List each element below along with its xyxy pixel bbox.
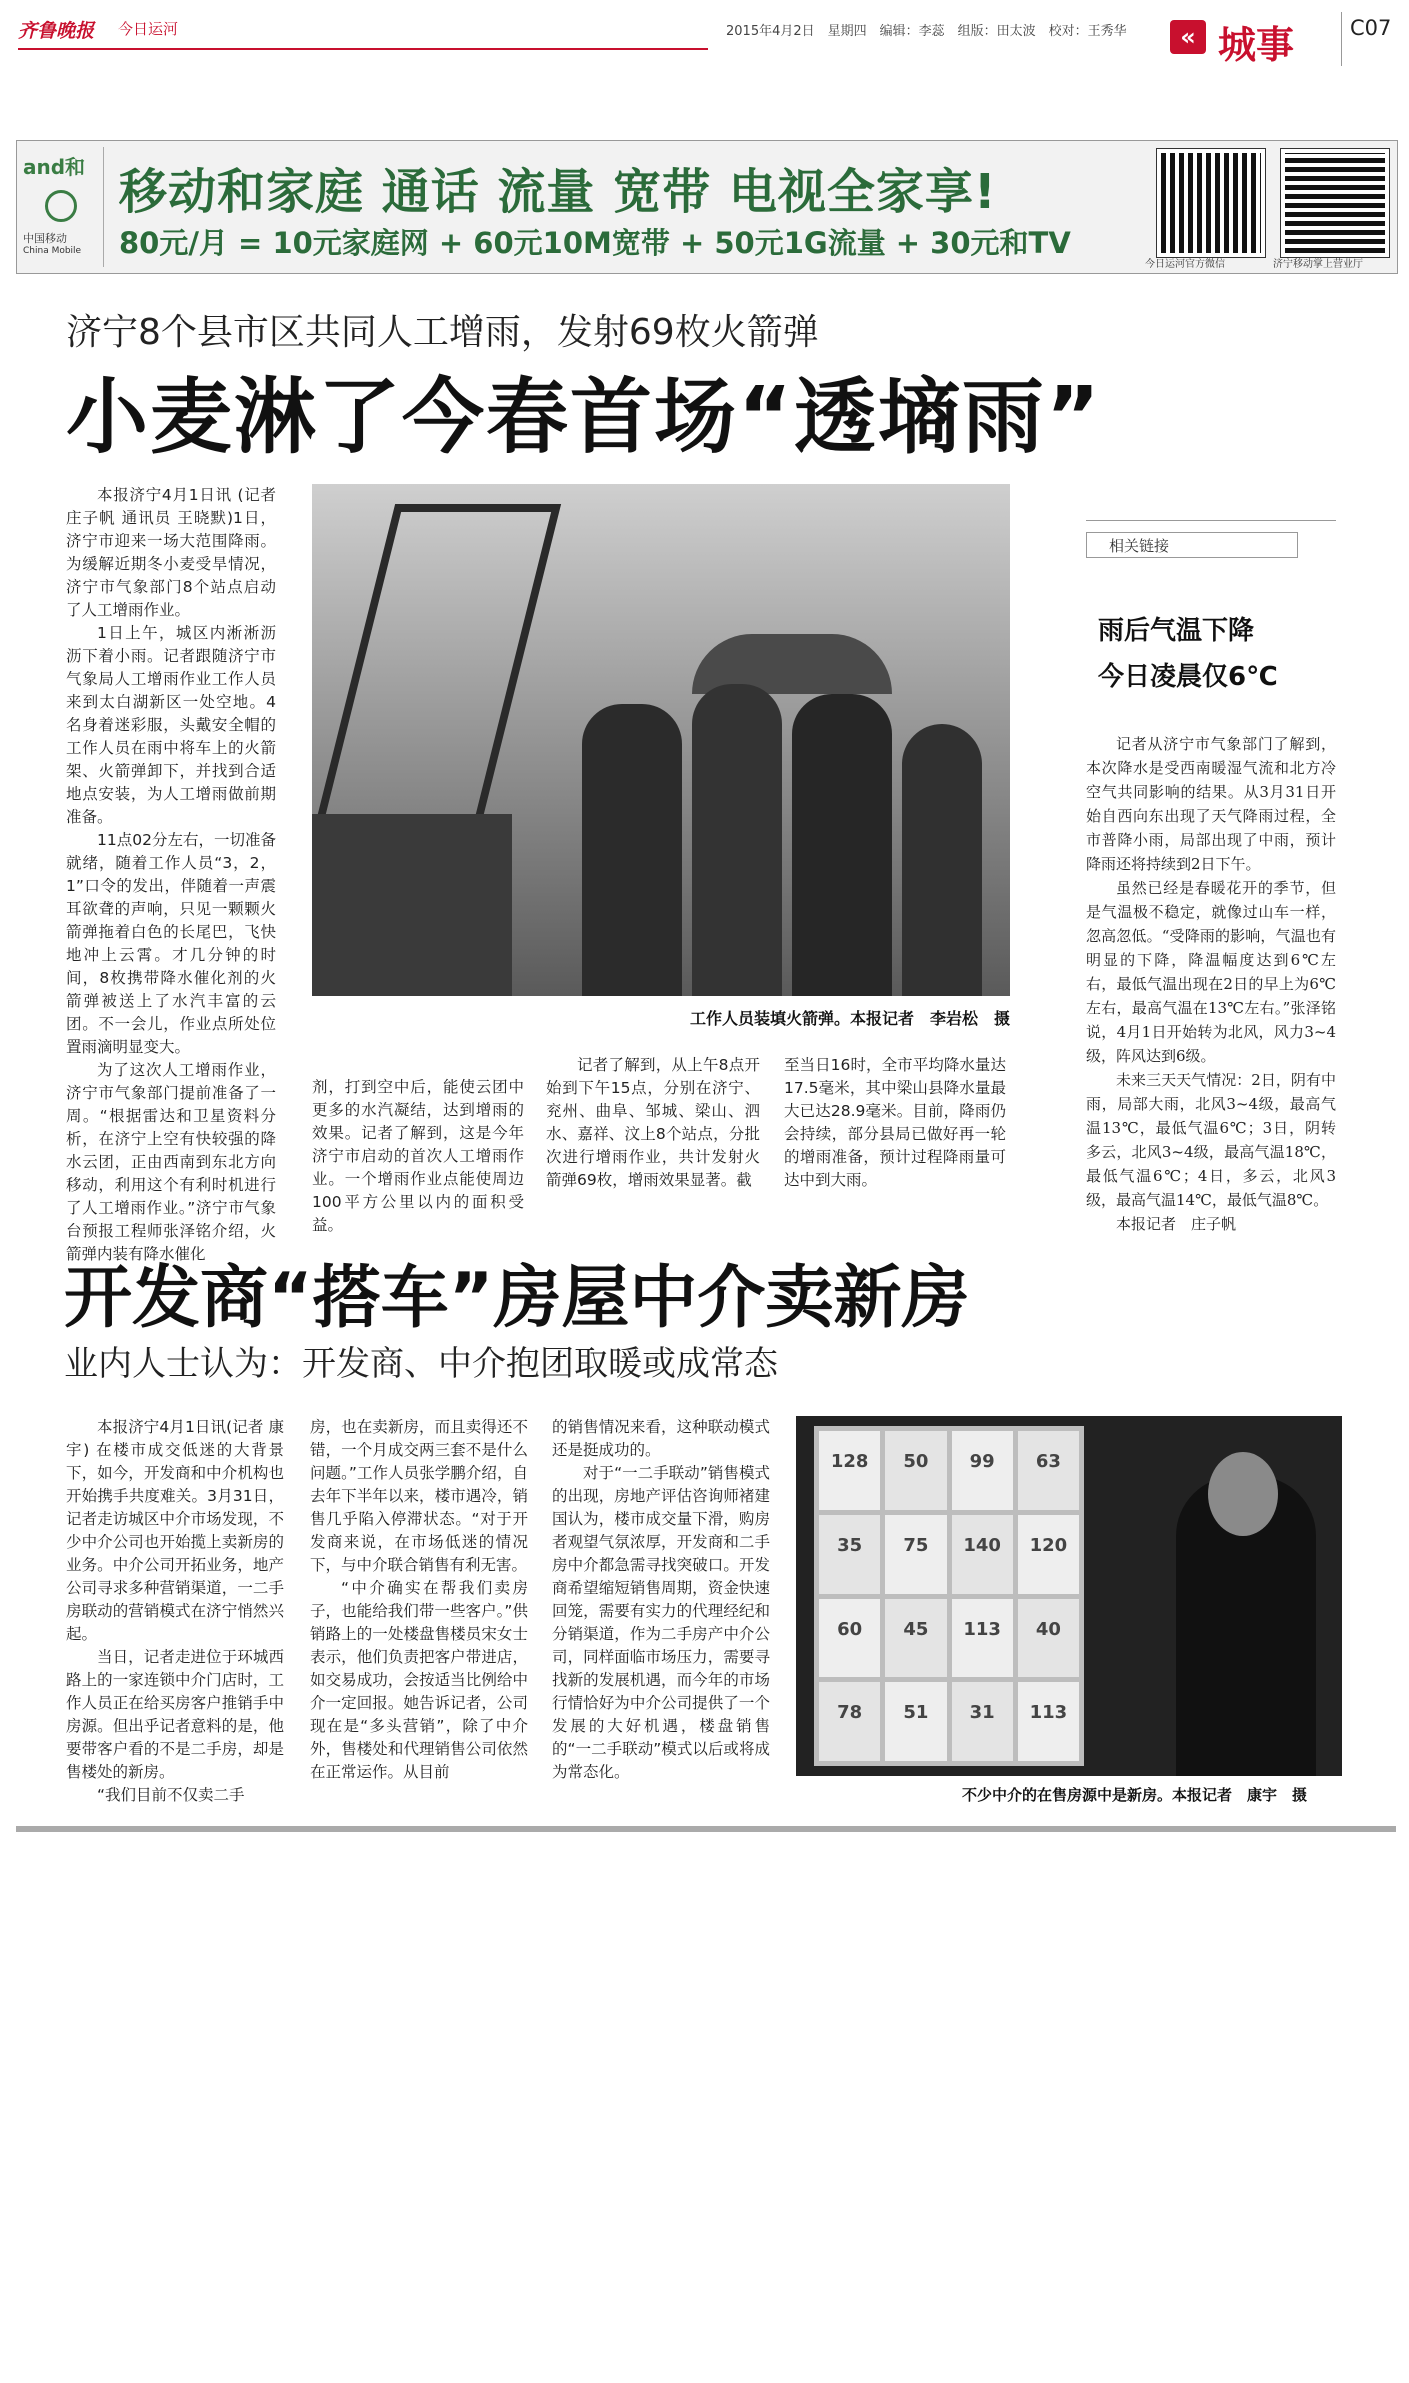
listing-card: 51 xyxy=(885,1682,946,1761)
man-face xyxy=(1208,1452,1278,1536)
masthead-divider xyxy=(1341,12,1342,66)
article1-paragraph: 11点02分左右，一切准备就绪，随着工作人员“3，2，1”口令的发出，伴随着一声震耳欲聋的声响，只见一颗颗火箭弹拖着白色的长尾巴，飞快地冲上云霄。才几分钟的时间，8枚携带降水催化剂的火箭弹被送上了水汽丰富的云团。不一会儿，作业点所处位置雨滴明显变大。 xyxy=(66,831,276,1056)
launcher-rack xyxy=(312,504,561,850)
article1-paragraph: 记者了解到，从上午8点开始到下午15点，分别在济宁、兖州、曲阜、邹城、梁山、泗水、嘉祥、汶上8个站点，分批次进行增雨作业，共计发射火箭弹69枚，增雨效果显著。截 xyxy=(546,1056,760,1189)
worker-figure xyxy=(792,694,892,996)
and-logo: and和 xyxy=(23,155,86,179)
masthead-rule xyxy=(18,48,708,50)
article2-paragraph: 当日，记者走进位于环城西路上的一家连锁中介门店时，工作人员正在给买房客户推销手中房源。但出乎记者意料的是，他要带客户看的不是二手房，却是售楼处的新房。 xyxy=(66,1648,284,1781)
paper-logo: 齐鲁晚报 xyxy=(18,20,95,42)
sidebar-body xyxy=(1086,732,1336,1236)
article2-subtitle: 业内人士认为：开发商、中介抱团取暖或成常态 xyxy=(64,1344,778,1384)
listing-card: 40 xyxy=(1018,1599,1079,1678)
article2-paragraph: “我们目前不仅卖二手 xyxy=(97,1786,245,1804)
related-links-tag xyxy=(1086,532,1298,558)
issue-meta: 2015年4月2日 星期四 编辑：李蕊 组版：田太波 校对：王秀华 xyxy=(726,24,1127,39)
listing-card: 113 xyxy=(952,1599,1013,1678)
page-number: C07 xyxy=(1350,16,1392,40)
sidebar-paragraph: 未来三天天气情况：2日，阴有中雨，局部大雨，北风3~4级，最高气温13℃，最低气温6℃；3日，阴转多云，北风3~4级，最高气温18℃，最低气温6℃；4日，多云，北风3级，最高气温14℃，最低气温8℃。 xyxy=(1086,1071,1336,1209)
article1-paragraph: 1日上午，城区内淅淅沥沥下着小雨。记者跟随济宁市气象局人工增雨作业工作人员来到太白湖新区一处空地。4名身着迷彩服，头戴安全帽的工作人员在雨中将车上的火箭架、火箭弹卸下，并找到合适地点安装，为人工增雨做前期准备。 xyxy=(66,624,276,826)
article2-col1 xyxy=(66,1416,284,1807)
article1-photo-caption: 工作人员装填火箭弹。本报记者 李岩松 摄 xyxy=(690,1009,1011,1028)
tag-label: 相关链接 xyxy=(1109,537,1170,555)
bottom-rule xyxy=(16,1826,1396,1832)
brand-block xyxy=(23,151,103,263)
article1-col4 xyxy=(784,1054,1006,1192)
article2-paragraph: “中介确实在帮我们卖房子，也能给我们带一些客户。”供销路上的一处楼盘售楼员宋女士表示，他们负责把客户带进店，如交易成功，会按适当比例给中介一定回报。她告诉记者，公司现在是“多头营销”，除了中介外，售楼处和代理销售公司依然在正常运作。从目前 xyxy=(310,1579,528,1781)
qr-code-mobile-hall[interactable] xyxy=(1281,149,1389,257)
ad-headline: 移动和家庭 通话 流量 宽带 电视全家享! xyxy=(119,164,997,220)
article2-title: 开发商“搭车”房屋中介卖新房 xyxy=(64,1259,970,1338)
worker-figure xyxy=(902,724,982,996)
listing-card: 50 xyxy=(885,1431,946,1510)
listing-card: 31 xyxy=(952,1682,1013,1761)
listing-card: 63 xyxy=(1018,1431,1079,1510)
sidebar-title-line1: 雨后气温下降 xyxy=(1098,616,1255,646)
article1-paragraph: 为了这次人工增雨作业，济宁市气象部门提前准备了一周。“根据雷达和卫星资料分析，在济宁上空有快较强的降水云团，正由西南到东北方向移动，利用这个有利时机进行了人工增雨作业。”济宁市气象台预报工程师张泽铭介绍，火箭弹内装有降水催化 xyxy=(66,1061,276,1263)
article2-photo-caption: 不少中介的在售房源中是新房。本报记者 康宇 摄 xyxy=(962,1786,1308,1804)
worker-figure xyxy=(582,704,682,996)
article1-col3 xyxy=(546,1054,760,1192)
listing-card: 60 xyxy=(819,1599,880,1678)
brand-cn: 中国移动 xyxy=(23,232,67,245)
listing-card: 128 xyxy=(819,1431,880,1510)
section-name: 城事 xyxy=(1218,23,1295,67)
listing-card: 113 xyxy=(1018,1682,1079,1761)
section-block xyxy=(1168,8,1338,67)
article2-paragraph: 的销售情况来看，这种联动模式还是挺成功的。 xyxy=(552,1418,770,1459)
article1-paragraph: 剂，打到空中后，能使云团中更多的水汽凝结，达到增雨的效果。记者了解到，这是今年济宁市启动的首次人工增雨作业。一个增雨作业点能使周边100平方公里以内的面积受益。 xyxy=(312,1078,524,1234)
qr-code-wechat[interactable] xyxy=(1157,149,1265,257)
sidebar-byline: 本报记者 庄子帆 xyxy=(1116,1215,1237,1233)
listing-card: 45 xyxy=(885,1599,946,1678)
launcher-base xyxy=(312,814,512,996)
article1-paragraph: 本报济宁4月1日讯 (记者 庄子帆 通讯员 王晓默)1日，济宁市迎来一场大范围降雨。为缓解近期冬小麦受旱情况，济宁市气象部门8个站点启动了人工增雨作业。 xyxy=(66,486,276,619)
ad-divider xyxy=(103,147,104,267)
ad-offer: 80元/月 = 10元家庭网 + 60元10M宽带 + 50元1G流量 + 30元和TV xyxy=(119,226,1071,260)
article2-col2 xyxy=(310,1416,528,1784)
listing-card: 78 xyxy=(819,1682,880,1761)
article2-paragraph: 房，也在卖新房，而且卖得还不错，一个月成交两三套不是什么问题。”工作人员张学鹏介绍，自去年下半年以来，楼市遇冷，销售几乎陷入停滞状态。“对于开发商来说，在市场低迷的情况下，与中介联合销售有利无害。 xyxy=(310,1418,528,1574)
sidebar-paragraph: 记者从济宁市气象部门了解到，本次降水是受西南暖湿气流和北方冷空气共同影响的结果。从3月31日开始自西向东出现了天气降雨过程，全市普降小雨，局部出现了中雨，预计降雨还将持续到2日下午。 xyxy=(1086,735,1336,873)
ad-banner[interactable] xyxy=(16,140,1398,274)
masthead xyxy=(0,0,1409,78)
qr1-label: 今日运河官方微信 xyxy=(1145,259,1225,270)
article1-paragraph: 至当日16时，全市平均降水量达17.5毫米，其中梁山县降水量最大已达28.9毫米。目前，降雨仍会持续，部分县局已做好再一轮的增雨准备，预计过程降雨量可达中到大雨。 xyxy=(784,1056,1006,1189)
sidebar xyxy=(1086,518,1336,1233)
listing-card: 99 xyxy=(952,1431,1013,1510)
sidebar-paragraph: 虽然已经是春暖花开的季节，但是气温极不稳定，就像过山车一样，忽高忽低。“受降雨的影响，气温也有明显的下降，降温幅度达到6℃左右，最低气温出现在2日的早上为6℃左右，最高气温在13℃左右。”张泽铭说，4月1日开始转为北风，风力3~4级，阵风达到6级。 xyxy=(1086,879,1336,1065)
brand-en: China Mobile xyxy=(23,246,82,256)
listing-board xyxy=(814,1426,1084,1766)
chevron-double-left-icon: « xyxy=(1170,20,1206,54)
rocket-launcher-photo xyxy=(312,484,1010,996)
listing-card: 120 xyxy=(1018,1515,1079,1594)
article2-col3 xyxy=(552,1416,770,1784)
edition-name: 今日运河 xyxy=(118,20,179,38)
agency-window-photo xyxy=(796,1416,1342,1776)
article1-kicker: 济宁8个县市区共同人工增雨，发射69枚火箭弹 xyxy=(66,312,819,353)
article1-title: 小麦淋了今春首场“透墒雨” xyxy=(66,370,1102,465)
listing-card: 75 xyxy=(885,1515,946,1594)
listing-card: 140 xyxy=(952,1515,1013,1594)
article1-col1 xyxy=(66,484,276,1266)
article2-paragraph: 对于“一二手联动”销售模式的出现，房地产评估咨询师褚建国认为，楼市成交量下滑，购房者观望气氛浓厚，开发商和二手房中介都急需寻找突破口。开发商希望缩短销售周期，资金快速回笼，需要有实力的代理经纪和分销渠道，作为二手房产中介公司，同样面临市场压力，需要寻找新的发展机遇，而今年的市场行情恰好为中介公司提供了一个发展的大好机遇，楼盘销售的“一二手联动”模式以后或将成为常态化。 xyxy=(552,1464,770,1781)
qr2-label: 济宁移动掌上营业厅 xyxy=(1273,259,1363,270)
listing-card: 35 xyxy=(819,1515,880,1594)
sidebar-title-line2: 今日凌晨仅6℃ xyxy=(1098,662,1278,692)
article1-col2 xyxy=(312,1076,524,1237)
article2-paragraph: 本报济宁4月1日讯(记者 康宇) 在楼市成交低迷的大背景下，如今，开发商和中介机构也开始携手共度难关。3月31日，记者走访城区中介市场发现，不少中介公司也开始揽上卖新房的业务。中介公司开拓业务，地产公司寻求多种营销渠道，一二手房联动的营销模式在济宁悄然兴起。 xyxy=(66,1418,284,1643)
china-mobile-logo-icon xyxy=(45,190,77,222)
sidebar-top-rule xyxy=(1086,520,1336,521)
worker-figure xyxy=(692,684,782,996)
